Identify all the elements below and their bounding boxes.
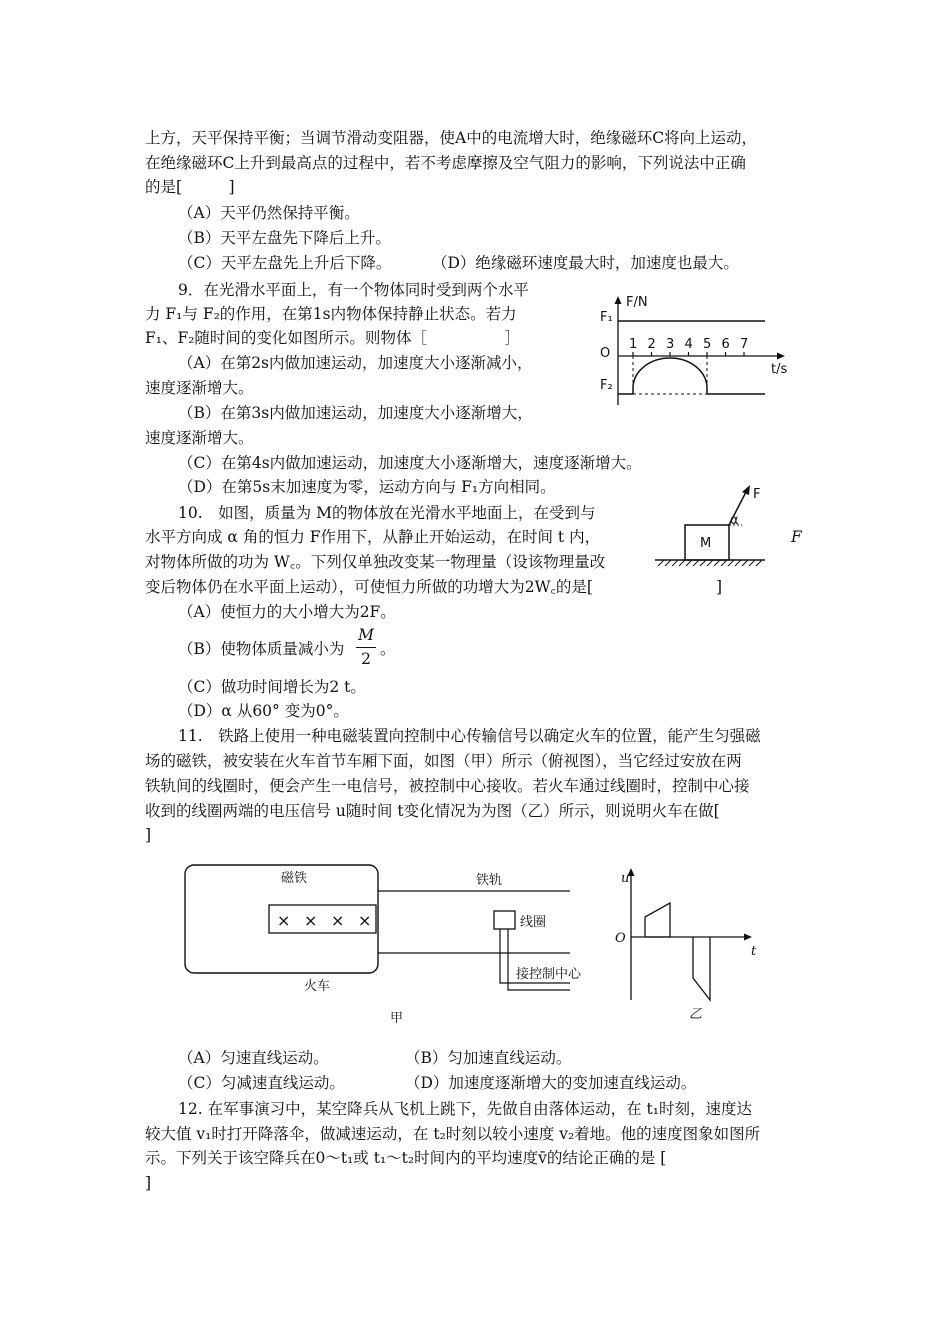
- q9-line-3: F₁、F₂随时间的变化如图所示。则物体［ ］: [145, 329, 520, 347]
- q10-option-a: （A）使恒力的大小增大为2F。: [178, 603, 396, 621]
- q9-tick-label: 4: [684, 337, 693, 352]
- q9-f2-label: F₂: [600, 378, 613, 393]
- q10-ground-hatch: [658, 560, 762, 566]
- q11-cross-1: ×: [277, 911, 291, 930]
- q11-rail-label: 铁轨: [476, 873, 503, 888]
- intro-option-c: （C）天平左盘先上升后下降。: [178, 254, 392, 272]
- q10-option-b-den: 2: [361, 650, 371, 668]
- q11-option-b: （B）匀加速直线运动。: [405, 1049, 572, 1067]
- q9-option-a-2: 速度逐渐增大。: [145, 379, 254, 397]
- q9-tick-label: 6: [721, 337, 730, 352]
- q10-line-4: 变后物体仍在水平面上运动），可使恒力所做的功增大为2W꜀的是[: [145, 578, 593, 596]
- q9-y-arrow: [615, 296, 622, 304]
- q10-line-3: 对物体所做的功为 W꜀。下列仅单独改变某一物理量（设该物理量改: [145, 553, 606, 571]
- q11-figure-yi: [605, 860, 765, 1025]
- q11-cross-4: ×: [358, 911, 372, 930]
- q9-line-2: 力 F₁与 F₂的作用，在第1s内物体保持静止状态。若力: [145, 305, 517, 323]
- q11-line-4: 收到的线圈两端的电压信号 u随时间 t变化情况为为图（乙）所示，则说明火车在做[: [145, 802, 720, 820]
- q10-force-arrowhead: [742, 485, 750, 495]
- q9-option-a-1: （A）在第2s内做加速运动，加速度大小逐渐减小，: [178, 354, 533, 372]
- q11-caption-yi: 乙: [689, 1007, 703, 1022]
- q9-option-b-1: （B）在第3s内做加速运动，加速度大小逐渐增大，: [178, 404, 533, 422]
- q9-force-time-graph: [590, 290, 800, 410]
- intro-line-3: 的是[ ]: [145, 178, 235, 196]
- q11-cross-2: ×: [304, 911, 318, 930]
- q11-magnet-label: 磁铁: [281, 871, 308, 886]
- q11-positive-pulse: [645, 903, 670, 937]
- intro-option-a: （A）天平仍然保持平衡。: [178, 204, 360, 222]
- q12-line-4: ]: [145, 1174, 152, 1192]
- q10-block-figure: [650, 480, 770, 580]
- q11-figure-jia: [180, 860, 590, 1030]
- q9-line-1: 9．在光滑水平面上，有一个物体同时受到两个水平: [178, 281, 529, 299]
- q10-option-b-num: M: [358, 626, 374, 644]
- q12-line-2: 较大值 v₁时打开降落伞，做减速运动，在 t₂时刻以较小速度 v₂着地。他的速度图象如图所: [145, 1125, 761, 1143]
- q11-coil: [494, 911, 515, 929]
- q11-line-2: 场的磁铁，被安装在火车首节车厢下面，如图（甲）所示（俯视图），当它经过安放在两: [145, 752, 742, 770]
- q11-u-label: u: [621, 871, 630, 886]
- q10-line-2: 水平方向成 α 角的恒力 F作用下，从静止开始运动，在时间 t 内，: [145, 528, 601, 546]
- q9-y-label: F/N: [626, 295, 648, 310]
- intro-option-b: （B）天平左盘先下降后上升。: [178, 229, 391, 247]
- q10-option-b-post: 。: [380, 640, 396, 658]
- q11-origin: O: [615, 931, 626, 946]
- q9-f2-dip: [633, 358, 707, 394]
- q11-t-label: t: [751, 944, 757, 959]
- q10-line-2-tail: F: [791, 528, 802, 546]
- q9-ticks: [629, 337, 748, 356]
- q11-line-5: ]: [145, 826, 152, 844]
- q9-tick-label: 2: [647, 337, 656, 352]
- q9-tick-label: 5: [703, 337, 712, 352]
- q11-coil-label: 线圈: [520, 915, 547, 930]
- q9-option-d: （D）在第5s末加速度为零，运动方向与 F₁方向相同。: [178, 478, 556, 496]
- q11-line-3: 铁轨间的线圈时，便会产生一电信号，被控制中心接收。若火车通过线圈时，控制中心接: [145, 777, 750, 795]
- q9-tick-label: 1: [629, 337, 638, 352]
- q9-tick-label: 7: [740, 337, 749, 352]
- intro-option-d: （D）绝缘磁环速度最大时，加速度也最大。: [432, 254, 739, 272]
- q10-fraction-bar: [356, 647, 376, 648]
- q12-line-1: 12. 在军事演习中，某空降兵从飞机上跳下，先做自由落体运动，在 t₁时刻，速度达: [178, 1100, 752, 1118]
- q11-cross-3: ×: [331, 911, 345, 930]
- q11-negative-pulse: [693, 937, 710, 1000]
- q10-option-c: （C）做功时间增长为2 t。: [178, 678, 366, 696]
- q9-option-c: （C）在第4s内做加速运动，加速度大小逐渐增大，速度逐渐增大。: [178, 454, 642, 472]
- q11-caption-jia: 甲: [390, 1011, 404, 1026]
- q10-mass-label: M: [700, 536, 712, 551]
- intro-line-2: 在绝缘磁环C上升到最高点的过程中，若不考虑摩擦及空气阻力的影响，下列说法中正确: [145, 154, 746, 172]
- q10-force-label: F: [753, 487, 761, 502]
- q10-line-4-tail: ]: [716, 578, 723, 596]
- q10-line-1: 10. 如图，质量为 M的物体放在光滑水平地面上，在受到与: [178, 504, 596, 522]
- q12-line-3: 示。下列关于该空降兵在0～t₁或 t₁～t₂时间内的平均速度v̄的结论正确的是 [: [145, 1149, 667, 1167]
- q9-tick-label: 3: [666, 337, 675, 352]
- q11-t-arrow: [744, 934, 752, 941]
- q10-option-d: （D）α 从60° 变为0°。: [178, 702, 349, 720]
- q11-option-c: （C）匀减速直线运动。: [178, 1074, 345, 1092]
- q9-x-arrow: [777, 353, 785, 360]
- q9-option-b-2: 速度逐渐增大。: [145, 429, 254, 447]
- q10-angle-label: α: [730, 513, 739, 528]
- q11-control-label: 接控制中心: [516, 967, 582, 982]
- q9-f1-label: F₁: [600, 310, 613, 325]
- q11-train-label: 火车: [304, 979, 331, 994]
- q11-option-d: （D）加速度逐渐增大的变加速直线运动。: [405, 1074, 697, 1092]
- q11-line-1: 11. 铁路上使用一种电磁装置向控制中心传输信号以确定火车的位置，能产生匀强磁: [178, 727, 761, 745]
- intro-line-1: 上方，天平保持平衡；当调节滑动变阻器，使A中的电流增大时，绝缘磁环C将向上运动，: [145, 129, 758, 147]
- q11-option-a: （A）匀速直线运动。: [178, 1049, 329, 1067]
- q9-origin: O: [600, 346, 611, 361]
- q10-option-b-pre: （B）使物体质量减小为: [178, 640, 345, 658]
- q9-x-label: t/s: [771, 362, 788, 377]
